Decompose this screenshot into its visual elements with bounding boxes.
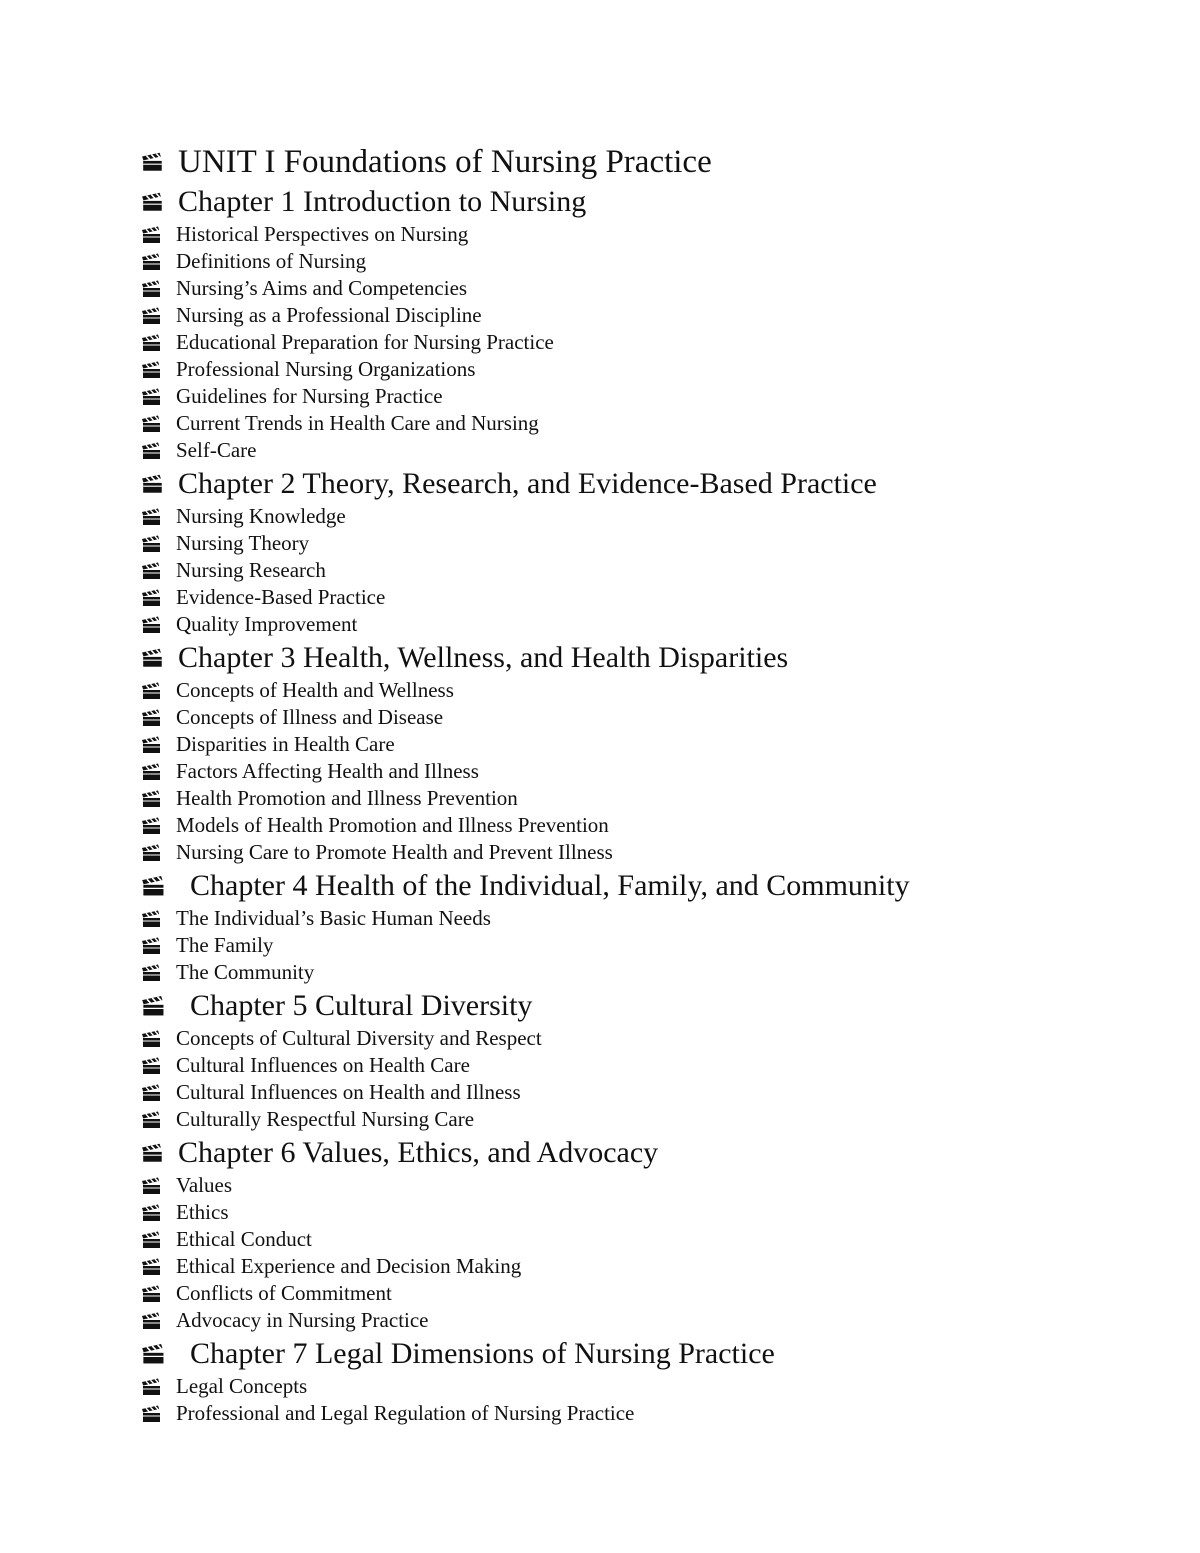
- topic-item: [141, 1307, 1141, 1334]
- topic-item: [141, 1079, 1141, 1106]
- topic-item: [141, 383, 1141, 410]
- topic-item-text: Nursing Research: [176, 558, 326, 582]
- topic-item: [141, 785, 1141, 812]
- clapperboard-icon: [141, 361, 163, 379]
- topic-item: [141, 839, 1141, 866]
- topic-item-text: Health Promotion and Illness Prevention: [176, 786, 518, 810]
- topic-item: [141, 275, 1141, 302]
- topic-item: [141, 1400, 1141, 1427]
- chapter-heading: [141, 1334, 1141, 1373]
- topic-item-text: Models of Health Promotion and Illness Prevention: [176, 813, 609, 837]
- topic-item: [141, 812, 1141, 839]
- topic-item-text: Evidence-Based Practice: [176, 585, 386, 609]
- topic-item: [141, 905, 1141, 932]
- clapperboard-icon: [141, 736, 163, 754]
- clapperboard-icon: [141, 508, 163, 526]
- clapperboard-icon: [141, 964, 163, 982]
- chapter-heading-text: Chapter 7 Legal Dimensions of Nursing Practice: [190, 1336, 775, 1370]
- clapperboard-icon: [141, 1231, 163, 1249]
- topic-item-text: Professional and Legal Regulation of Nursing Practice: [176, 1401, 635, 1425]
- topic-item-text: The Community: [176, 960, 315, 984]
- unit-heading: [141, 142, 1141, 182]
- chapter-heading: [141, 638, 1141, 677]
- clapperboard-icon: [141, 937, 163, 955]
- clapperboard-icon: [141, 616, 163, 634]
- topic-item: [141, 302, 1141, 329]
- topic-item: [141, 677, 1141, 704]
- topic-item-text: Concepts of Illness and Disease: [176, 705, 444, 729]
- topic-item: [141, 611, 1141, 638]
- topic-item: [141, 1025, 1141, 1052]
- topic-item-text: Professional Nursing Organizations: [176, 357, 476, 381]
- topic-item: [141, 1106, 1141, 1133]
- clapperboard-icon: [141, 995, 167, 1017]
- clapperboard-icon: [141, 875, 167, 897]
- topic-item-text: Current Trends in Health Care and Nursing: [176, 411, 539, 435]
- clapperboard-icon: [141, 1378, 163, 1396]
- topic-item-text: Values: [176, 1173, 232, 1197]
- chapter-heading-text: Chapter 1 Introduction to Nursing: [178, 184, 587, 218]
- chapter-heading-text: Chapter 3 Health, Wellness, and Health Disparities: [178, 640, 789, 674]
- topic-item: [141, 1172, 1141, 1199]
- topic-item-text: Educational Preparation for Nursing Practice: [176, 330, 554, 354]
- clapperboard-icon: [141, 817, 163, 835]
- topic-item-text: Definitions of Nursing: [176, 249, 367, 273]
- topic-item-text: Advocacy in Nursing Practice: [176, 1308, 429, 1332]
- clapperboard-icon: [141, 1030, 163, 1048]
- topic-item-text: The Individual’s Basic Human Needs: [176, 906, 491, 930]
- topic-item: [141, 1280, 1141, 1307]
- topic-item: [141, 959, 1141, 986]
- topic-item-text: Nursing Knowledge: [176, 504, 346, 528]
- clapperboard-icon: [141, 1285, 163, 1303]
- topic-item-text: Quality Improvement: [176, 612, 358, 636]
- topic-item-text: Concepts of Cultural Diversity and Respect: [176, 1026, 542, 1050]
- clapperboard-icon: [141, 1143, 165, 1163]
- chapter-heading-text: Chapter 4 Health of the Individual, Family, and Community: [190, 868, 910, 902]
- clapperboard-icon: [141, 415, 163, 433]
- topic-item-text: Nursing as a Professional Discipline: [176, 303, 482, 327]
- topic-item: [141, 704, 1141, 731]
- clapperboard-icon: [141, 562, 163, 580]
- topic-item: [141, 932, 1141, 959]
- topic-item: [141, 329, 1141, 356]
- clapperboard-icon: [141, 844, 163, 862]
- clapperboard-icon: [141, 388, 163, 406]
- clapperboard-icon: [141, 280, 163, 298]
- clapperboard-icon: [141, 910, 163, 928]
- clapperboard-icon: [141, 307, 163, 325]
- chapter-heading: [141, 182, 1141, 221]
- topic-item-text: Ethical Conduct: [176, 1227, 312, 1251]
- clapperboard-icon: [141, 192, 165, 212]
- topic-item-text: Nursing’s Aims and Competencies: [176, 276, 468, 300]
- unit-heading-text: UNIT I Foundations of Nursing Practice: [178, 143, 712, 180]
- clapperboard-icon: [141, 648, 165, 668]
- topic-item: [141, 1226, 1141, 1253]
- clapperboard-icon: [141, 1111, 163, 1129]
- clapperboard-icon: [141, 1343, 167, 1365]
- chapter-heading: [141, 1133, 1141, 1172]
- chapter-heading-text: Chapter 6 Values, Ethics, and Advocacy: [178, 1135, 659, 1169]
- topic-item-text: Factors Affecting Health and Illness: [176, 759, 479, 783]
- clapperboard-icon: [141, 152, 165, 172]
- topic-item: [141, 731, 1141, 758]
- topic-item-text: Ethical Experience and Decision Making: [176, 1254, 522, 1278]
- topic-item-text: Concepts of Health and Wellness: [176, 678, 454, 702]
- clapperboard-icon: [141, 709, 163, 727]
- topic-item-text: Disparities in Health Care: [176, 732, 395, 756]
- topic-item: [141, 410, 1141, 437]
- clapperboard-icon: [141, 535, 163, 553]
- clapperboard-icon: [141, 334, 163, 352]
- clapperboard-icon: [141, 253, 163, 271]
- topic-item: [141, 1253, 1141, 1280]
- document-outline: [141, 142, 1141, 1427]
- topic-item-text: Cultural Influences on Health Care: [176, 1053, 470, 1077]
- chapter-heading-text: Chapter 5 Cultural Diversity: [190, 988, 533, 1022]
- topic-item: [141, 221, 1141, 248]
- topic-item: [141, 758, 1141, 785]
- topic-item: [141, 1373, 1141, 1400]
- topic-item-text: Guidelines for Nursing Practice: [176, 384, 443, 408]
- topic-item-text: The Family: [176, 933, 274, 957]
- topic-item-text: Culturally Respectful Nursing Care: [176, 1107, 475, 1131]
- topic-item: [141, 584, 1141, 611]
- clapperboard-icon: [141, 589, 163, 607]
- clapperboard-icon: [141, 1405, 163, 1423]
- topic-item-text: Self-Care: [176, 438, 257, 462]
- clapperboard-icon: [141, 1204, 163, 1222]
- clapperboard-icon: [141, 474, 165, 494]
- clapperboard-icon: [141, 790, 163, 808]
- topic-item: [141, 248, 1141, 275]
- topic-item-text: Legal Concepts: [176, 1374, 308, 1398]
- clapperboard-icon: [141, 442, 163, 460]
- topic-item-text: Nursing Theory: [176, 531, 310, 555]
- topic-item: [141, 437, 1141, 464]
- clapperboard-icon: [141, 226, 163, 244]
- topic-item: [141, 503, 1141, 530]
- topic-item: [141, 1052, 1141, 1079]
- clapperboard-icon: [141, 1057, 163, 1075]
- topic-item-text: Conflicts of Commitment: [176, 1281, 392, 1305]
- topic-item: [141, 356, 1141, 383]
- clapperboard-icon: [141, 763, 163, 781]
- topic-item-text: Ethics: [176, 1200, 229, 1224]
- chapter-heading: [141, 866, 1141, 905]
- topic-item-text: Cultural Influences on Health and Illness: [176, 1080, 521, 1104]
- chapter-heading: [141, 464, 1141, 503]
- topic-item: [141, 530, 1141, 557]
- clapperboard-icon: [141, 1084, 163, 1102]
- topic-item: [141, 557, 1141, 584]
- topic-item-text: Nursing Care to Promote Health and Prevent Illness: [176, 840, 613, 864]
- clapperboard-icon: [141, 1258, 163, 1276]
- chapter-heading-text: Chapter 2 Theory, Research, and Evidence-Based Practice: [178, 466, 877, 500]
- clapperboard-icon: [141, 1312, 163, 1330]
- clapperboard-icon: [141, 682, 163, 700]
- clapperboard-icon: [141, 1177, 163, 1195]
- topic-item-text: Historical Perspectives on Nursing: [176, 222, 469, 246]
- topic-item: [141, 1199, 1141, 1226]
- chapter-heading: [141, 986, 1141, 1025]
